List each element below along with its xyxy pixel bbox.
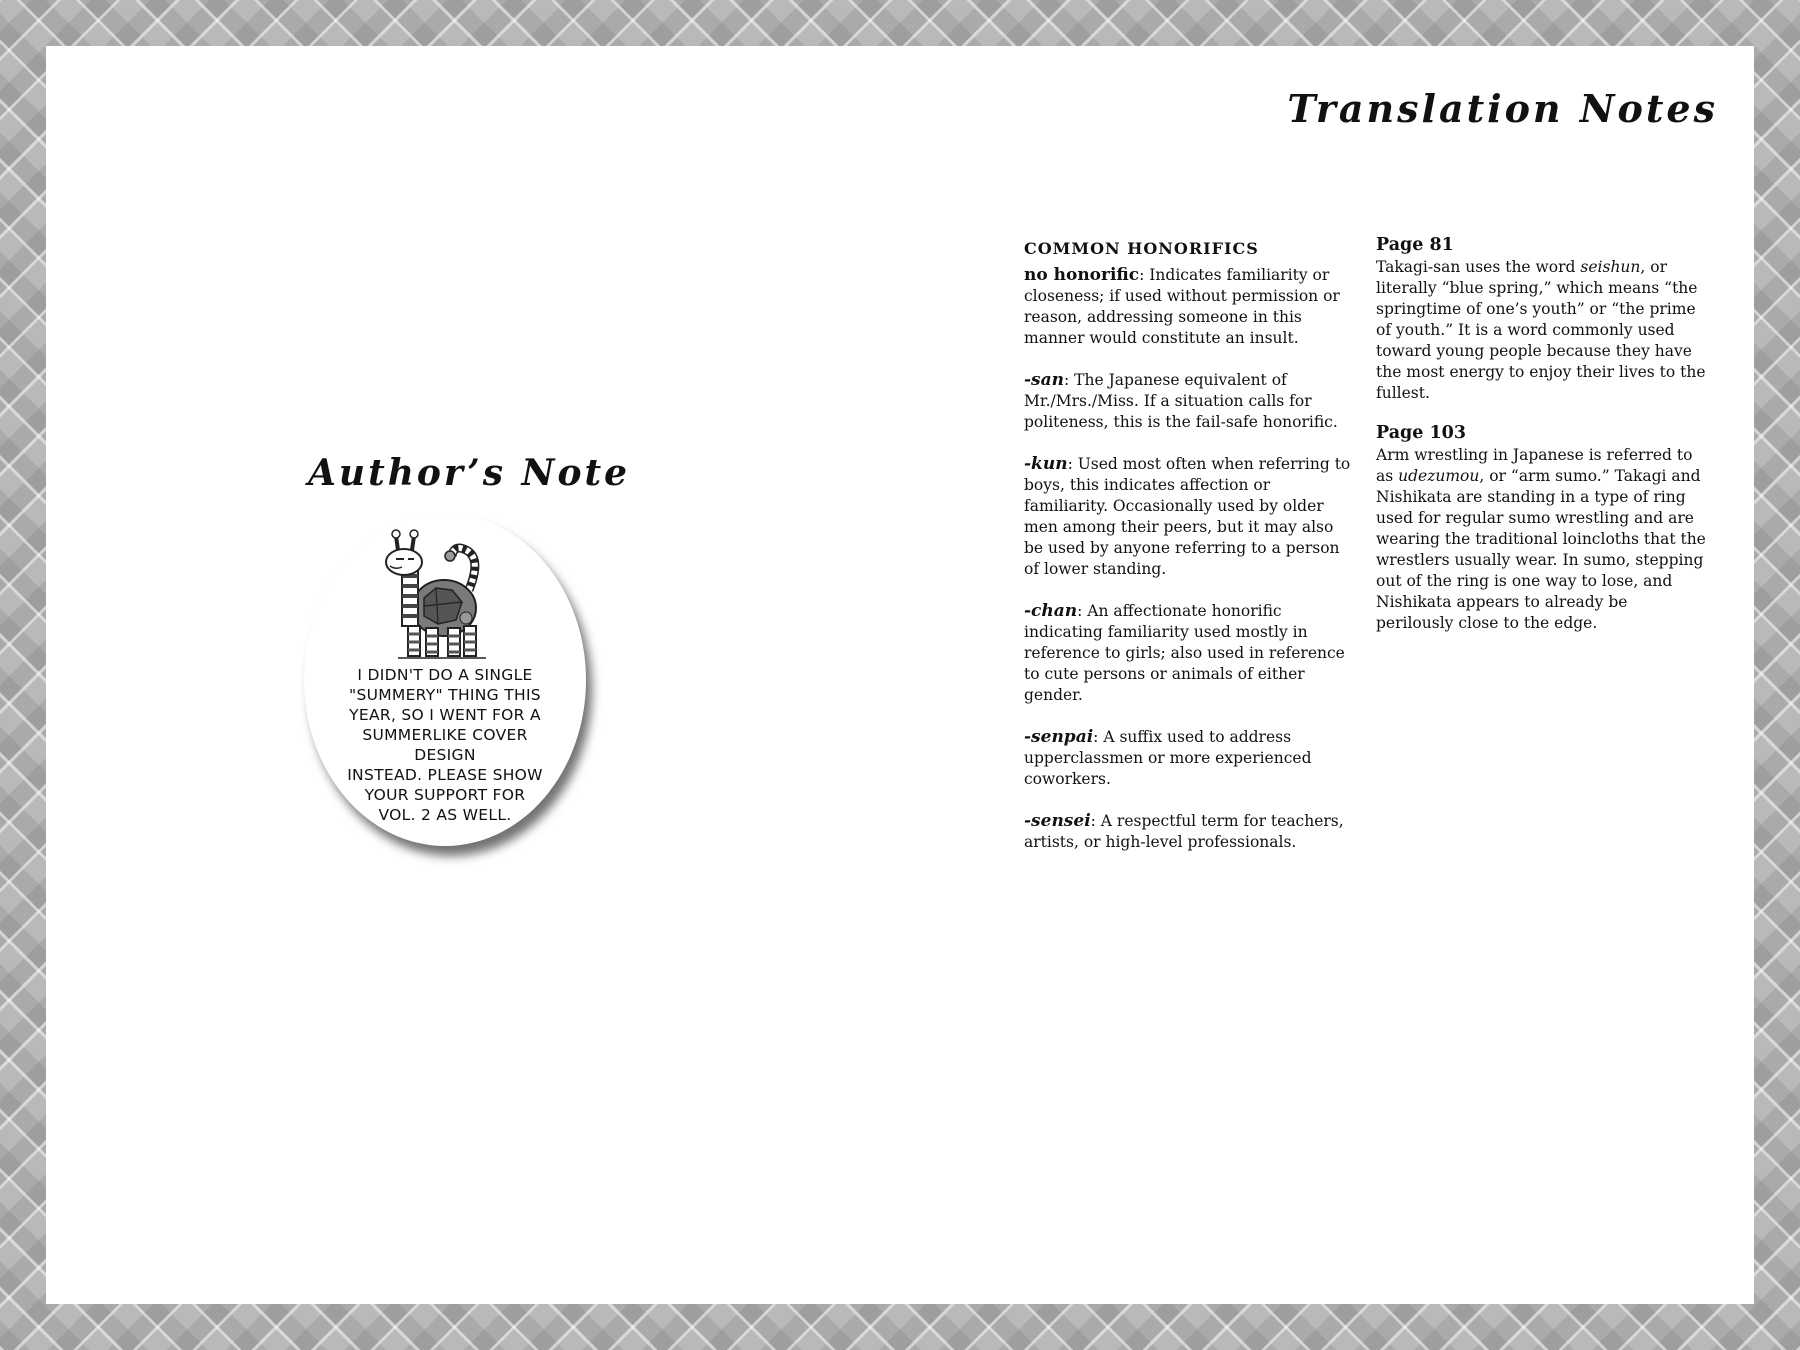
- honorific-definition: : The Japanese equivalent of Mr./Mrs./Miss. If a situation calls for politeness, this is the fail-safe honorific.: [1024, 371, 1338, 431]
- author-note-bubble: [304, 514, 586, 846]
- honorific-entry: [1024, 727, 1354, 790]
- honorific-term: -san: [1024, 370, 1065, 390]
- note-italic-term: udezumou: [1398, 467, 1480, 485]
- author-message-line: SUMMERLIKE COVER DESIGN: [362, 726, 528, 764]
- translation-notes-title: Translation Notes: [1287, 86, 1718, 131]
- honorific-definition: : Indicates familiarity or closeness; if used without permission or reason, addressing someone in this manner would constitute an insult.: [1024, 266, 1340, 347]
- honorific-term: -sensei: [1024, 811, 1091, 831]
- author-message: [334, 665, 556, 825]
- honorifics-column: [1024, 238, 1354, 874]
- honorific-definition: : A suffix used to address upperclassmen or more experienced coworkers.: [1024, 728, 1312, 788]
- book-spread: [46, 46, 1754, 1304]
- page-notes-column: [1376, 234, 1706, 652]
- author-message-line: VOL. 2 AS WELL.: [378, 806, 512, 824]
- honorific-entry: [1024, 454, 1354, 580]
- note-text: , or literally “blue spring,” which means “the springtime of one’s youth” or “the prime of youth.” It is a word commonly used toward young people because they have the most energy to enjoy their lives to the fullest.: [1376, 258, 1706, 402]
- authors-note-title: Author’s Note: [308, 452, 630, 494]
- note-text: Takagi-san uses the word: [1376, 258, 1581, 276]
- honorific-term: -kun: [1024, 454, 1068, 474]
- author-message-line: INSTEAD. PLEASE SHOW: [347, 766, 543, 784]
- note-text: , or “arm sumo.” Takagi and Nishikata are standing in a type of ring used for regular sumo wrestling and are wearing the traditional loincloths that the wrestlers usually wear. In sumo, stepping out of the ring is one way to lose, and Nishikata appears to already be perilously close to the edge.: [1376, 467, 1706, 632]
- honorific-entry: [1024, 265, 1354, 349]
- author-message-line: YEAR, SO I WENT FOR A: [349, 706, 541, 724]
- note-text: Arm wrestling in Japanese is referred to as: [1376, 446, 1693, 485]
- page-note-text: [1376, 257, 1706, 404]
- note-italic-term: seishun: [1580, 258, 1641, 276]
- honorific-entry: [1024, 811, 1354, 853]
- honorific-entry: [1024, 601, 1354, 706]
- page-note-heading: Page 103: [1376, 423, 1467, 443]
- honorific-definition: : A respectful term for teachers, artists, or high-level professionals.: [1024, 812, 1344, 851]
- honorific-term: -senpai: [1024, 727, 1094, 747]
- page-note-heading: Page 81: [1376, 235, 1454, 255]
- author-message-line: "SUMMERY" THING THIS: [349, 686, 541, 704]
- honorific-definition: : An affectionate honorific indicating familiarity used mostly in reference to girls; also used in reference to cute persons or animals of either gender.: [1024, 602, 1345, 704]
- honorific-entry: [1024, 370, 1354, 433]
- honorific-term: no honorific: [1024, 265, 1140, 285]
- honorifics-heading: COMMON HONORIFICS: [1024, 239, 1259, 258]
- author-message-line: I DIDN'T DO A SINGLE: [357, 666, 533, 684]
- page-note-text: [1376, 445, 1706, 634]
- striped-creature-icon: [374, 528, 514, 668]
- honorific-term: -chan: [1024, 601, 1078, 621]
- honorific-definition: : Used most often when referring to boys, this indicates affection or familiarity. Occasionally used by older men among their peers, but it may also be used by anyone referring to a person of lower standing.: [1024, 455, 1351, 578]
- author-message-line: YOUR SUPPORT FOR: [364, 786, 526, 804]
